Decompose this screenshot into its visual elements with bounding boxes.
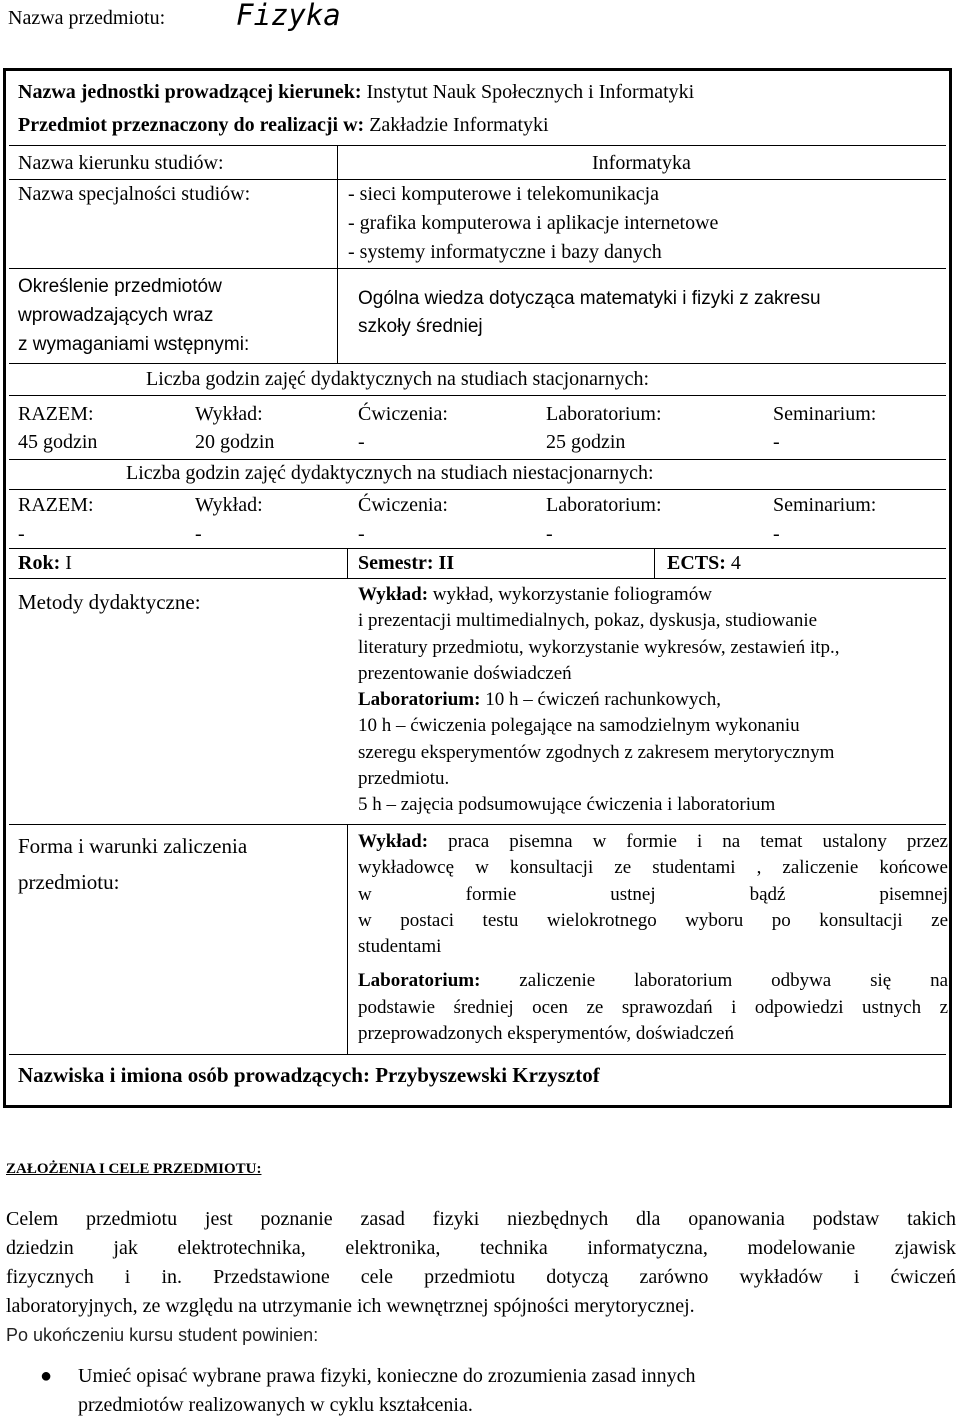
col-razem-label: RAZEM: [18, 403, 94, 425]
column-divider [654, 548, 655, 578]
col-cwiczenia-label: Ćwiczenia: [358, 403, 448, 425]
assessment-label: Forma i warunki zaliczenia przedmiotu: [18, 834, 248, 894]
hours-full-title: Liczba godzin zajęć dydaktycznych na studiach stacjonarnych: [146, 368, 650, 390]
methods-label: Metody dydaktyczne: [18, 590, 201, 614]
for-row [18, 113, 549, 137]
col-seminar-label: Seminarium: [773, 403, 877, 425]
specialty-item: - sieci komputerowe i telekomunikacja [348, 183, 660, 205]
col-cwiczenia-value: - [358, 523, 365, 545]
column-divider [347, 548, 348, 578]
col-wyklad-label: Wykład: [195, 494, 263, 516]
divider [9, 268, 946, 269]
column-divider [347, 824, 348, 1054]
divider [9, 459, 946, 460]
col-razem-value: 45 godzin [18, 431, 98, 453]
col-razem-label: RAZEM: [18, 494, 94, 516]
specialty-item: - systemy informatyczne i bazy danych [348, 241, 662, 263]
col-cwiczenia-label: Ćwiczenia: [358, 494, 448, 516]
for-value: Zakładzie Informatyki [369, 114, 549, 136]
semester: Semestr: II [358, 552, 455, 574]
for-label: Przedmiot przeznaczony do realizacji w: [18, 114, 365, 136]
divider [9, 578, 946, 579]
goals-paragraph: Celem przedmiotu jest poznanie zasad fizyki niezbędnych dla opanowania podstaw takich dziedzin jak elektrotechnika, elektronika, technika informatyczna, modelowanie zjawisk fizycznych i in. Przedstawione cele przedmiotu dotyczą zarówno wykładów i ćwiczeń laboratoryjnych, ze względu na utrzymanie ich wewnętrznej spójności merytorycznej. [6, 1208, 956, 1317]
col-lab-value: - [546, 523, 553, 545]
syllabus-table [3, 68, 952, 1108]
divider [9, 548, 946, 549]
col-wyklad-value: - [195, 523, 202, 545]
list-item: ● Umieć opisać wybrane prawa fizyki, konieczne do zrozumienia zasad innych przedmiotów realizowanych w cyklu kształcenia. [40, 1362, 696, 1420]
divider [9, 363, 946, 364]
prereq-value: Ogólna wiedza dotycząca matematyki i fizyki z zakresu szkoły średniej [358, 288, 821, 337]
col-lab-label: Laboratorium: [546, 403, 662, 425]
bullet-icon: ● [40, 1365, 53, 1387]
unit-row [18, 80, 694, 104]
subject-value: Fizyka [236, 0, 341, 32]
subject-label: Nazwa przedmiotu: [8, 7, 166, 29]
unit-label: Nazwa jednostki prowadzącej kierunek: [18, 81, 362, 103]
divider [9, 489, 946, 490]
col-lab-label: Laboratorium: [546, 494, 662, 516]
divider [9, 179, 946, 180]
field-label: Nazwa kierunku studiów: [18, 152, 224, 174]
divider [9, 145, 946, 146]
divider [9, 824, 946, 825]
col-seminar-value: - [773, 431, 780, 453]
goals-heading: ZAŁOŻENIA I CELE PRZEDMIOTU: [6, 1161, 262, 1177]
assessment-content: Wykład: praca pisemna w formie i na temat ustalony przez wykładowcę w konsultacji ze studentami , zaliczenie końcowe w formie ustnej bądź pisemnej w postaci testu wielokrotnego wyboru po konsultacji ze studentami Laboratorium: zaliczenie laboratorium odbywa się na podstawie średniej ocen ze sprawozdań i odpowiedzi ustnych z przeprowadzonych eksperymentów, doświadczeń [358, 831, 948, 1045]
teachers: Nazwiska i imiona osób prowadzących: Przybyszewski Krzysztof [18, 1063, 600, 1087]
specialty-label: Nazwa specjalności studiów: [18, 183, 251, 205]
divider [9, 1054, 946, 1055]
hours-part-title: Liczba godzin zajęć dydaktycznych na studiach niestacjonarnych: [126, 462, 654, 484]
col-wyklad-value: 20 godzin [195, 431, 275, 453]
goals-after: Po ukończeniu kursu student powinien: [6, 1325, 319, 1345]
ects: ECTS: 4 [667, 552, 741, 574]
column-divider [337, 145, 338, 363]
col-seminar-label: Seminarium: [773, 494, 877, 516]
divider [9, 395, 946, 396]
col-cwiczenia-value: - [358, 431, 365, 453]
col-lab-value: 25 godzin [546, 431, 626, 453]
prereq-label: Określenie przedmiotów wprowadzających wraz z wymaganiami wstępnymi: [18, 276, 250, 355]
field-value: Informatyka [592, 152, 691, 174]
col-seminar-value: - [773, 523, 780, 545]
goals-bullets [40, 1362, 696, 1420]
col-razem-value: - [18, 523, 25, 545]
specialty-item: - grafika komputerowa i aplikacje internetowe [348, 212, 719, 234]
col-wyklad-label: Wykład: [195, 403, 263, 425]
methods-content: Wykład: wykład, wykorzystanie foliogramów i prezentacji multimedialnych, pokaz, dyskusja, studiowanie literatury przedmiotu, wykorzystanie wykresów, zestawień itp., prezentowanie doświadczeń Laboratorium: 10 h – ćwiczeń rachunkowych, 10 h – ćwiczenia polegające na samodzielnym wykonaniu szeregu eksperymentów zgodnych z zakresem merytorycznym przedmiotu. 5 h – zajęcia podsumowujące ćwiczenia i laboratorium [358, 584, 840, 816]
year: Rok: I [18, 552, 72, 574]
unit-value: Instytut Nauk Społecznych i Informatyki [366, 81, 695, 103]
